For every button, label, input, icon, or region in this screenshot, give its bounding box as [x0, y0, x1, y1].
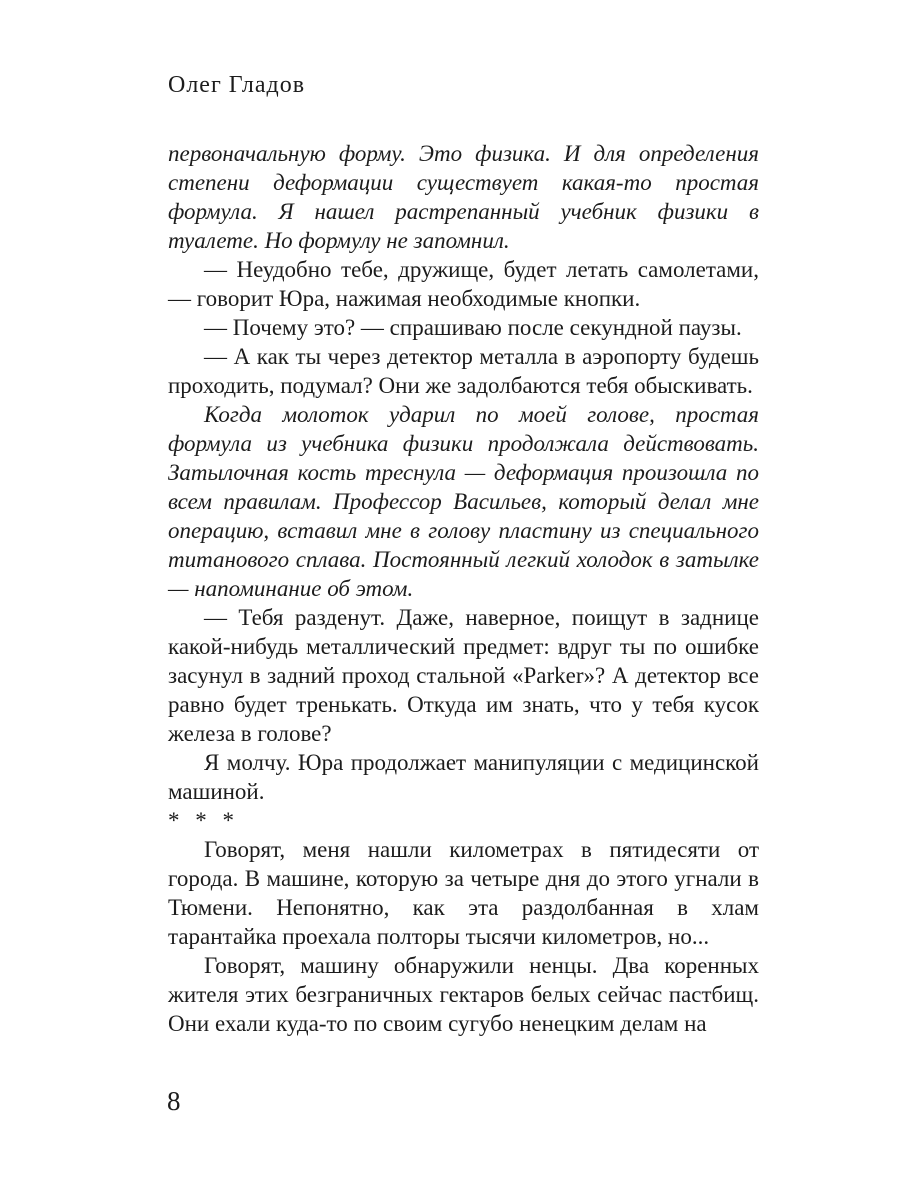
paragraph: первоначальную форму. Это физика. И для определения степени деформации существует какая-то простая формула. Я нашел растрепанный учебник физики в туалете. Но формулу не запомнил. [168, 141, 759, 253]
body-text [168, 139, 759, 1038]
paragraph: Говорят, машину обнаружили ненцы. Два коренных жителя этих безграничных гектаров белых сейчас пастбищ. Они ехали куда-то по своим сугубо ненецким делам на [168, 953, 759, 1036]
paragraph: Когда молоток ударил по моей голове, простая формула из учебника физики продолжала действовать. Затылочная кость треснула — деформация произошла по всем правилам. Профессор Васильев, который делал мне операцию, вставил мне в голову пластину из специального титанового сплава. Постоянный легкий холодок в затылке — напоминание об этом. [168, 402, 759, 601]
page-number: 8 [167, 1086, 181, 1116]
paragraph: — Неудобно тебе, дружище, будет летать самолетами, — говорит Юра, нажимая необходимые кнопки. [168, 257, 759, 311]
paragraph: Говорят, меня нашли километрах в пятидесяти от города. В машине, которую за четыре дня до этого угнали в Тюмени. Непонятно, как эта раздолбанная в хлам тарантайка проехала полторы тысячи километров, но... [168, 837, 759, 949]
section-separator: * * * [168, 808, 239, 833]
paragraph: — Почему это? — спрашиваю после секундной паузы. [204, 315, 742, 340]
paragraph: — Тебя разденут. Даже, наверное, поищут в заднице какой-нибудь металлический предмет: вдруг ты по ошибке засунул в задний проход стальной «Parker»? А детектор все равно будет тренькать. Откуда им знать, что у тебя кусок железа в голове? [168, 605, 759, 746]
running-header-author: Олег Гладов [168, 72, 306, 98]
paragraph: Я молчу. Юра продолжает манипуляции с медицинской машиной. [168, 750, 759, 804]
paragraph: — А как ты через детектор металла в аэропорту будешь проходить, подумал? Они же задолбаются тебя обыскивать. [168, 344, 759, 398]
